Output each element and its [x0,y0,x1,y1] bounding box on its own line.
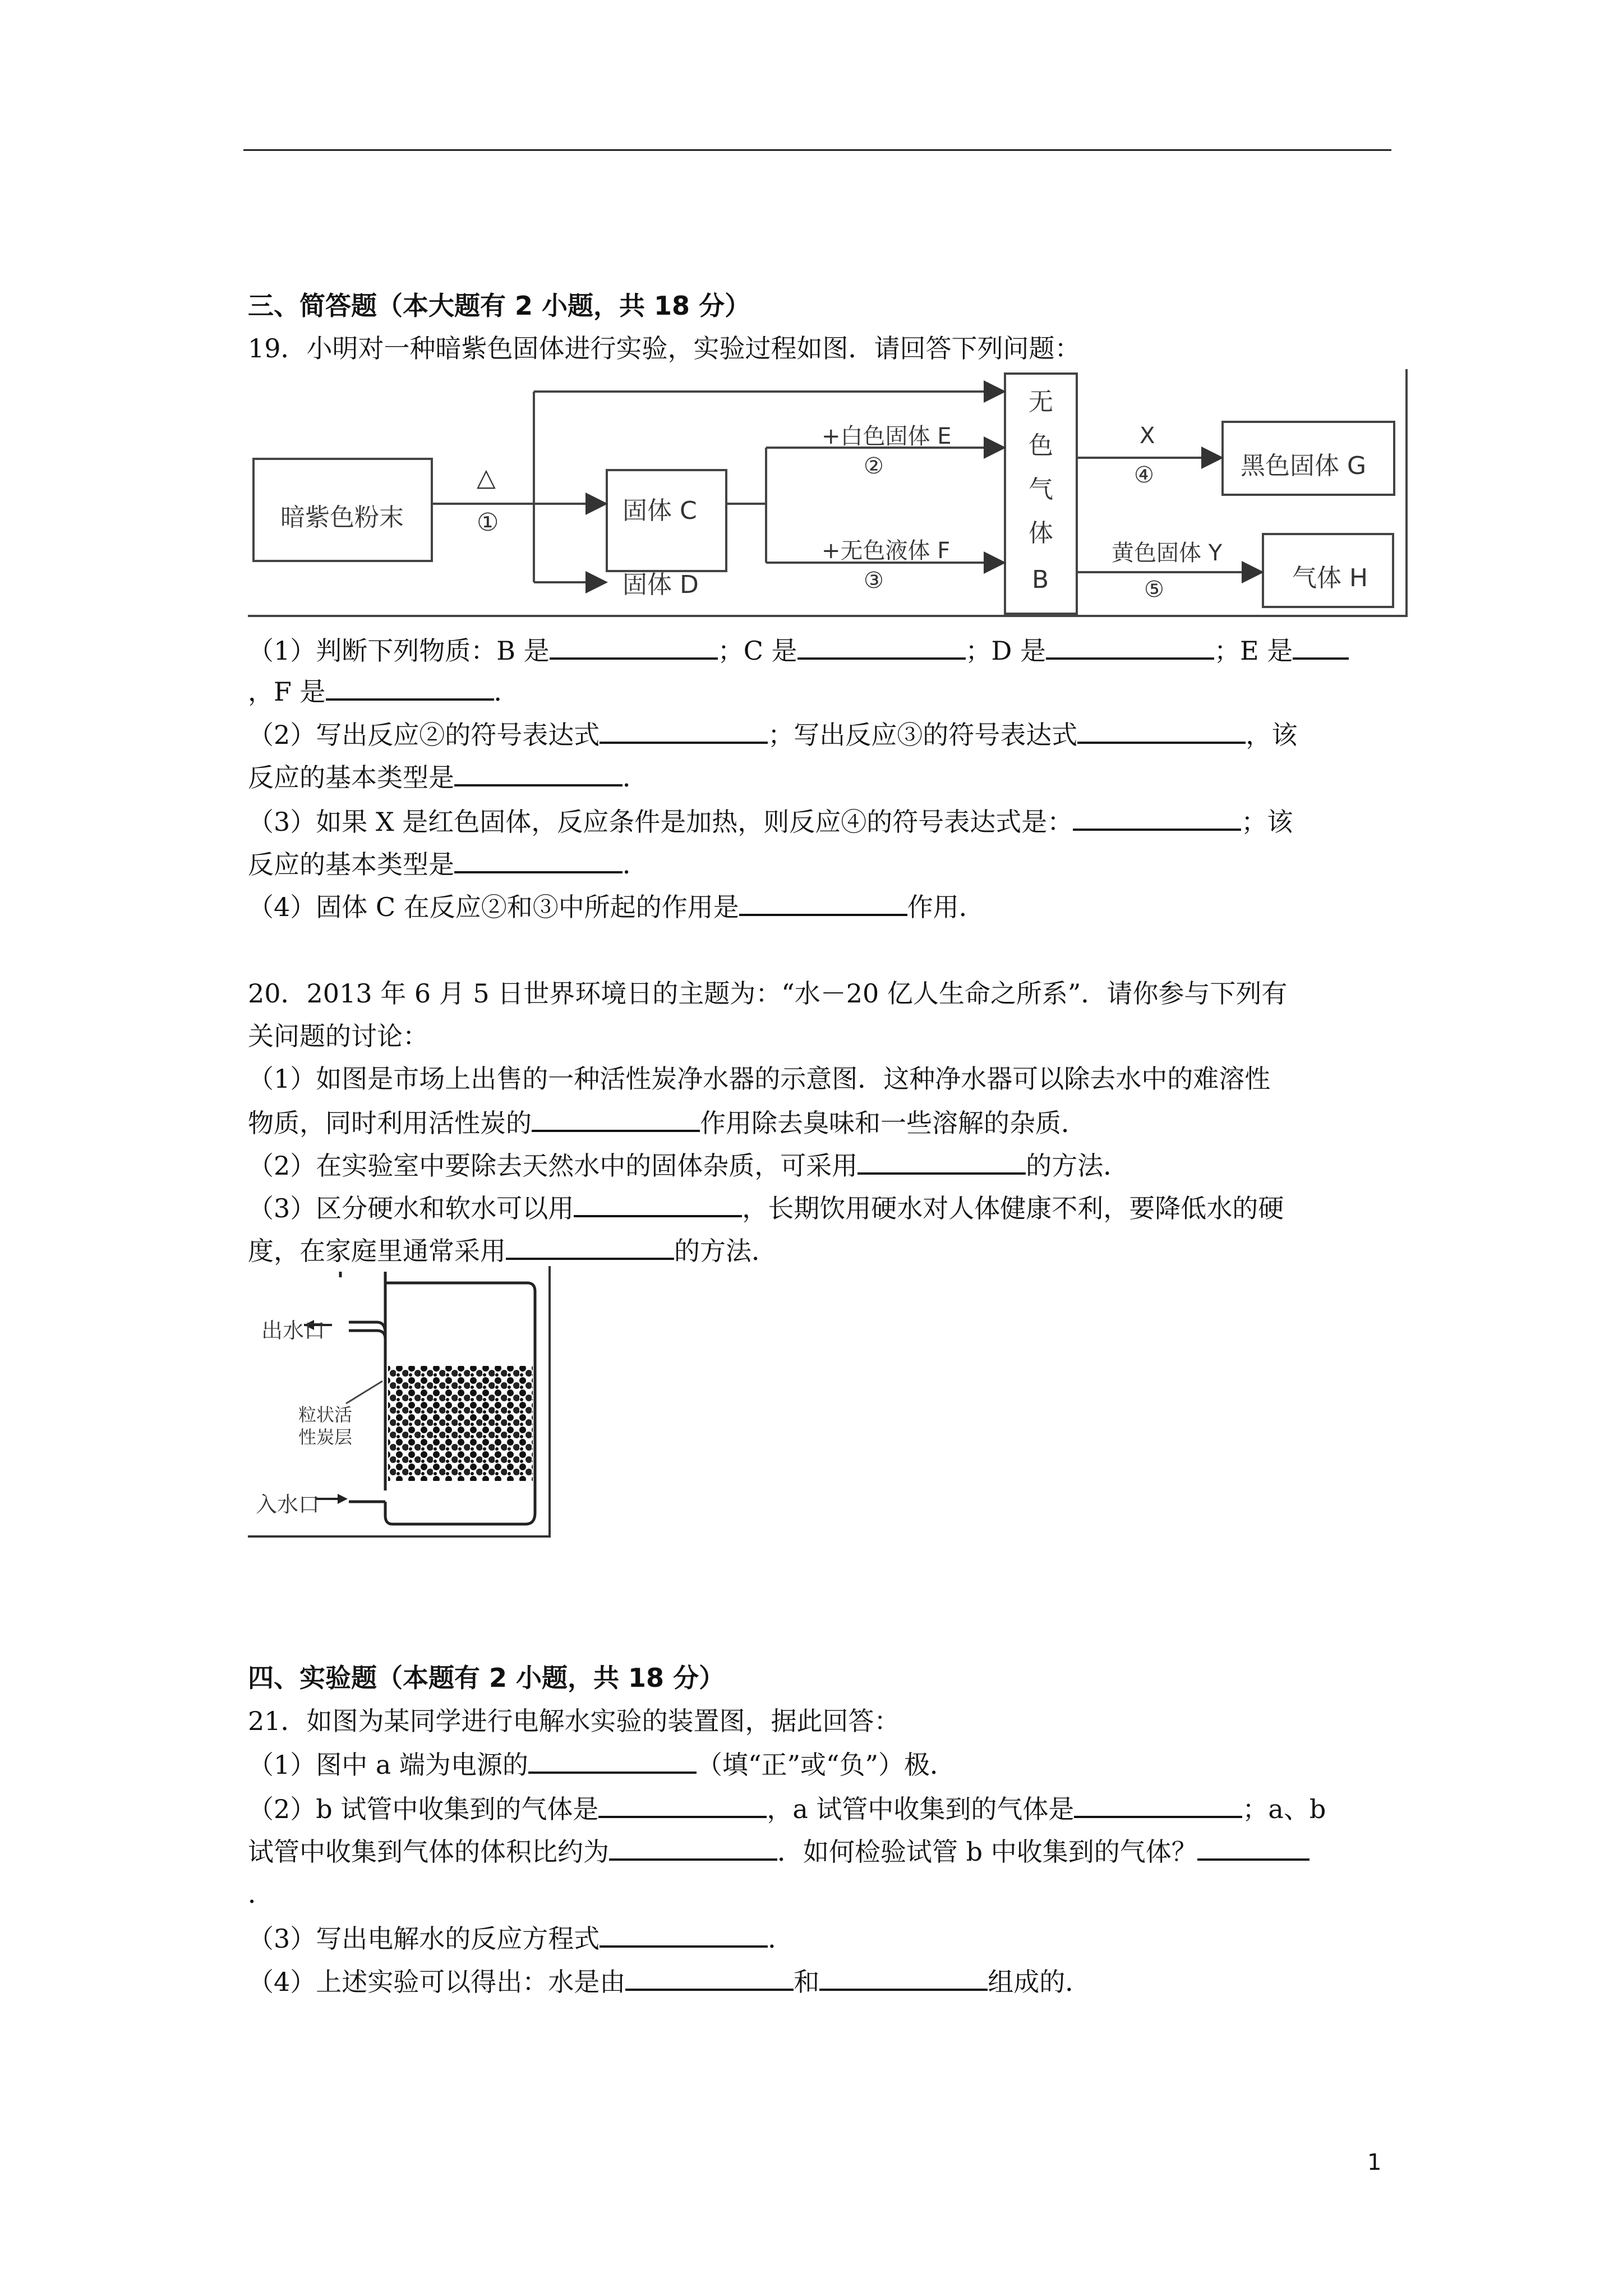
label-carbon-2: 性炭层 [298,1427,353,1448]
answer-blank-adsorption[interactable] [532,1105,700,1132]
q19-p2-text-d: 反应的基本类型是 [248,762,454,793]
answer-blank-reaction-type-1[interactable] [454,760,623,786]
flow-diagram-lines [248,369,1409,622]
answer-blank-reaction2[interactable] [600,717,768,744]
label-carbon-1: 粒状活 [298,1404,353,1425]
q19-part3-line1 [248,804,1293,839]
q20-part3-line2 [248,1233,777,1268]
q21-p1-text-b: （填“正”或“负”）极． [696,1750,956,1780]
label-solid-d: 固体 D [623,570,699,599]
step-5-label: ⑤ [1144,577,1164,602]
label-gas-b-4: 体 [1029,519,1053,547]
label-reagent-y: 黄色固体 Y [1112,540,1223,566]
carbon-layer [388,1366,533,1481]
label-gas-b-1: 无 [1029,388,1053,416]
q21-part2-line1 [248,1791,1326,1826]
answer-blank-reaction-type-2[interactable] [454,846,623,873]
label-outlet: 出水口 [261,1318,326,1343]
answer-blank-c[interactable] [797,633,966,660]
q21-part1 [248,1747,956,1782]
section3-heading: 三、简答题（本大题有 2 小题，共 18 分） [248,291,751,321]
q21-part3 [248,1921,794,1955]
q19-p1-text-b: （1）判断下列物质：B 是 [248,636,550,666]
q19-part3-line2 [248,846,648,881]
water-purifier-figure [248,1266,554,1544]
q19-p3-end: ． [623,849,648,880]
q19-stem: 19．小明对一种暗紫色固体进行实验，实验过程如图．请回答下列问题： [248,333,1081,364]
step-2-label: ② [864,453,884,479]
q19-p2-end: ． [623,762,648,793]
q19-part2-line2 [248,760,648,794]
q19-p3-text-b: ；该 [1241,807,1293,837]
q19-p1-end: ． [494,677,520,707]
answer-blank-element-1[interactable] [625,1964,794,1991]
q19-p1-text-d: ；D 是 [965,636,1046,666]
q20-stem-line2: 关问题的讨论： [248,1021,428,1051]
section4-heading: 四、实验题（本题有 2 小题，共 18 分） [248,1663,725,1693]
answer-blank-role-of-c[interactable] [739,889,907,916]
q19-p1-text-e: ；E 是 [1214,636,1293,666]
label-purple-powder: 暗紫色粉末 [280,503,404,532]
q19-part2-line1 [248,717,1297,752]
q20-p1-text-c: 作用除去臭味和一些溶解的杂质． [700,1108,1087,1138]
label-reagent-x: X [1140,423,1155,449]
q19-p4-text-a: （4）固体 C 在反应②和③中所起的作用是 [248,892,739,922]
q20-stem-line1: 20．2013 年 6 月 5 日世界环境日的主题为：“水－20 亿人生命之所系”．请你参与下列有 [248,978,1288,1009]
q19-part4 [248,889,985,924]
heat-symbol: △ [477,463,496,492]
q20-p3-text-b: ，长期饮用硬水对人体健康不利，要降低水的硬 [742,1193,1284,1223]
answer-blank-softening[interactable] [506,1233,674,1260]
answer-blank-reaction4[interactable] [1073,804,1241,831]
q21-p3-end: ． [768,1924,794,1954]
label-solid-c: 固体 C [623,496,697,525]
step-4-label: ④ [1134,462,1154,488]
q20-p2-text-b: 的方法． [1026,1151,1129,1181]
q21-p4-text-b: 和 [794,1967,820,1997]
q21-p2-text-e: ．如何检验试管 b 中收集到的气体？ [777,1837,1197,1867]
label-gas-b-2: 色 [1029,431,1053,460]
q21-p2-text-a: （2）b 试管中收集到的气体是 [248,1794,599,1824]
step-1-label: ① [477,508,499,537]
q21-stem: 21．如图为某同学进行电解水实验的装置图，据此回答： [248,1706,900,1736]
answer-blank-hard-water-test[interactable] [574,1190,742,1217]
q19-p3-text-c: 反应的基本类型是 [248,849,454,880]
q19-flow-diagram [248,369,1409,622]
q19-p3-text-a: （3）如果 X 是红色固体，反应条件是加热，则反应④的符号表达式是： [248,807,1073,837]
answer-blank-equation[interactable] [600,1921,768,1948]
q21-p4-text-c: 组成的． [988,1967,1091,1997]
q20-p3-text-c: 度，在家庭里通常采用 [248,1236,506,1266]
q20-p3-text-d: 的方法． [674,1236,777,1266]
answer-blank-b[interactable] [550,633,718,660]
q19-p1-text-c: ；C 是 [717,636,797,666]
answer-blank-e[interactable] [1293,633,1349,660]
q20-part1-line2 [248,1105,1087,1140]
answer-blank-electrode[interactable] [528,1747,697,1774]
q20-p1-text-b: 物质，同时利用活性炭的 [248,1108,532,1138]
answer-blank-filtration[interactable] [857,1148,1026,1175]
q20-part1-line1: （1）如图是市场上出售的一种活性炭净水器的示意图．这种净水器可以除去水中的难溶性 [248,1064,1271,1094]
header-rule [243,149,1391,151]
label-gas-h: 气体 H [1292,564,1368,592]
q20-p3-text-a: （3）区分硬水和软水可以用 [248,1193,574,1223]
q20-p2-text-a: （2）在实验室中要除去天然水中的固体杂质，可采用 [248,1151,858,1181]
answer-blank-volume-ratio[interactable] [609,1834,777,1861]
q19-p2-text-a: （2）写出反应②的符号表达式 [248,720,600,750]
q19-p2-text-c: ，该 [1246,720,1298,750]
answer-blank-element-2[interactable] [819,1964,988,1991]
q20-part3-line1 [248,1190,1284,1225]
q19-part1-line2 [248,674,520,708]
q21-part2-line2 [248,1834,1310,1869]
q21-p2-text-d: 试管中收集到气体的体积比约为 [248,1837,609,1867]
q20-part2 [248,1148,1129,1182]
q19-p2-text-b: ；写出反应③的符号表达式 [768,720,1078,750]
q21-p2-text-b: ，a 试管中收集到的气体是 [767,1794,1075,1824]
step-3-label: ③ [864,568,884,593]
answer-blank-test-method[interactable] [1197,1834,1310,1861]
answer-blank-f[interactable] [326,674,494,701]
label-solid-g: 黑色固体 G [1241,452,1367,480]
label-add-e: +白色固体 E [822,424,952,449]
q21-p1-text-a: （1）图中 a 端为电源的 [248,1750,528,1780]
q21-p2-text-c: ；a、b [1242,1794,1326,1824]
answer-blank-d[interactable] [1046,633,1214,660]
label-gas-b-3: 气 [1029,475,1053,504]
q21-part2-line3: ． [248,1879,274,1909]
q19-part1-line1 [248,633,1349,668]
answer-blank-gas-b[interactable] [598,1791,767,1818]
answer-blank-reaction3[interactable] [1077,717,1246,744]
label-add-f: +无色液体 F [822,538,951,564]
q21-p4-text-a: （4）上述实验可以得出：水是由 [248,1967,626,1997]
q21-part4 [248,1964,1091,1999]
label-inlet: 入水口 [256,1492,320,1517]
q19-p1-text-f: ，F 是 [248,677,326,707]
answer-blank-gas-a[interactable] [1074,1791,1242,1818]
page-number: 1 [1367,2150,1382,2175]
q19-p4-text-b: 作用． [907,892,985,922]
label-gas-b-5: B [1032,565,1049,594]
q21-p3-text-a: （3）写出电解水的反应方程式 [248,1924,600,1954]
